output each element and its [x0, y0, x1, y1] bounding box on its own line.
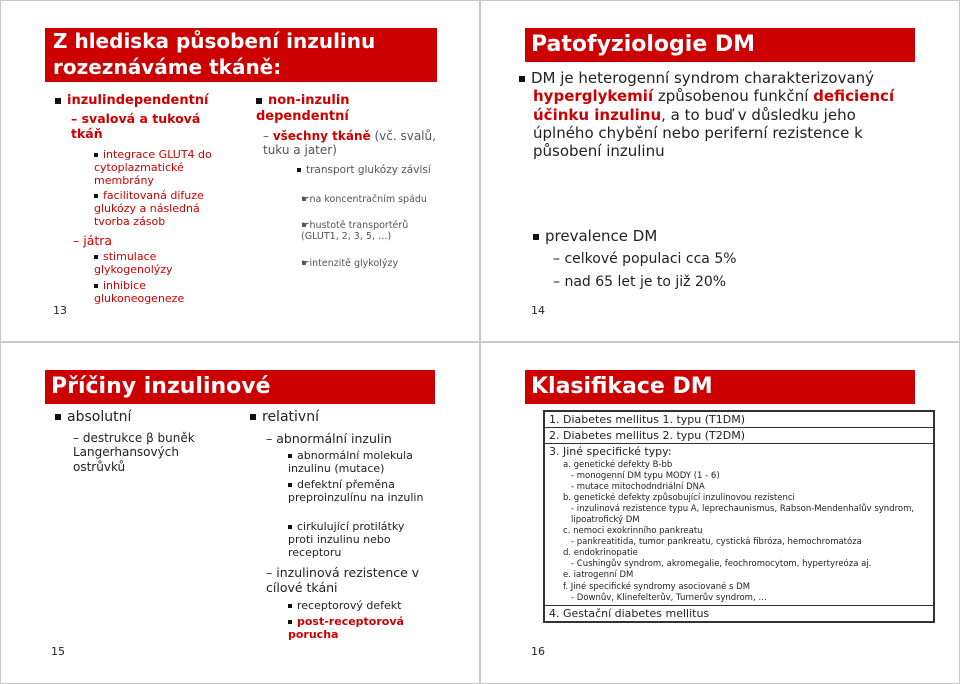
bullet-square-icon [288, 604, 292, 608]
absolute-item: – destrukce β buněk Langerhansových ostrůvků [73, 431, 195, 474]
left-subheading: – játra [73, 233, 113, 248]
left-bullet: stimulace glykogenolýzy [94, 250, 173, 277]
right-arrow-item: ☛na koncentračním spádu [301, 194, 427, 205]
right-bullet: transport glukózy závisí [297, 164, 437, 177]
relative-bullet: receptorový defekt [288, 599, 402, 612]
relative-heading: relativní [250, 409, 319, 426]
list-item: b. genetické defekty způsobující inzulinovou rezistenci [563, 493, 795, 504]
classification-table [543, 410, 935, 623]
pointing-hand-icon: ☛ [301, 194, 310, 205]
table-row [544, 428, 934, 444]
bullet-square-icon [94, 255, 98, 259]
bullet-square-icon [256, 98, 262, 104]
bullet-square-icon [519, 76, 525, 82]
relative-subheading: – inzulinová rezistence v cílové tkáni [266, 565, 420, 595]
bullet-square-icon [288, 525, 292, 529]
table-cell: 3. Jiné specifické typy: a. genetické defekty B-bb - monogenní DM typu MODY (1 - 6) - mutace mitochodndriální DNA b. genetické defekty způsobující inzulinovou rezistenci - inzulinová rezistence typu A, leprechaunismus, Rabson-Mendenhalův syndrom, lipoatrofický DM c. nemoci exokrinního pankreatu - pankreatitida, tumor pankreatu, cystická fibróza, hemochromatóza d. endokrinopatie - Cushingův syndrom, akromegalie, feochromocytom, hypertyreóza aj. e. iatrogenní DM f. Jiné specifické syndromy asociované s DM - Downův, Klinefelterův, Turnerův syndrom, … [544, 444, 934, 606]
table-row [544, 444, 934, 606]
relative-bullet: abnormální molekula inzulinu (mutace) [288, 449, 413, 476]
slide-16 [480, 342, 960, 684]
slide-title: Patofyziologie DM [525, 28, 915, 62]
prevalence-item: – celkové populaci cca 5% [553, 251, 737, 267]
list-item: - pankreatitida, tumor pankreatu, cystická fibróza, hemochromatóza [571, 537, 862, 548]
pointing-hand-icon: ☛ [301, 258, 310, 269]
relative-subheading: – abnormální inzulin [266, 431, 392, 446]
slide-14 [480, 0, 960, 342]
list-item: - inzulinová rezistence typu A, leprechaunismus, Rabson-Mendenhalův syndrom, lipoatrofický DM [571, 504, 915, 526]
left-bullet: inhibice glukoneogeneze [94, 279, 185, 306]
bullet-square-icon [55, 414, 61, 420]
bullet-square-icon [94, 194, 98, 198]
bullet-square-icon [94, 284, 98, 288]
table-row [544, 411, 934, 428]
right-heading: non-inzulin dependentní [256, 93, 350, 124]
list-item: - mutace mitochodndriální DNA [571, 482, 705, 493]
prevalence-item: – nad 65 let je to již 20% [553, 274, 727, 290]
left-bullet: integrace GLUT4 do cytoplazmatické membrány [94, 148, 212, 188]
pointing-hand-icon: ☛ [301, 220, 310, 231]
left-bullet: facilitovaná difuze glukózy a následná tvorba zásob [94, 189, 204, 229]
list-item: - Downův, Klinefelterův, Turnerův syndrom, … [571, 592, 767, 603]
list-item: - Cushingův syndrom, akromegalie, feochromocytom, hypertyreóza aj. [571, 559, 872, 570]
bullet-square-icon [288, 454, 292, 458]
slide-15 [0, 342, 480, 684]
right-subheading: – všechny tkáně (vč. svalů, tuku a jater) [263, 129, 436, 158]
table-cell: 2. Diabetes mellitus 2. typu (T2DM) [544, 428, 934, 444]
bullet-square-icon [288, 620, 292, 624]
definition-paragraph: DM je heterogenní syndrom charakterizovaný hyperglykemií způsobenou funkční deficiencí účinku inzulinu, a to buď v důsledku jeho úplného chybění nebo periferní rezistence k působení inzulinu [533, 69, 913, 160]
list-item: - monogenní DM typu MODY (1 - 6) [571, 471, 720, 482]
list-item: e. iatrogenní DM [563, 570, 634, 581]
relative-bullet: defektní přeměna preproinzulínu na inzulin [288, 478, 424, 505]
prevalence-heading: prevalence DM [533, 227, 657, 245]
page-number: 14 [531, 304, 545, 317]
page-number: 15 [51, 645, 65, 658]
page-number: 13 [53, 304, 67, 317]
bullet-square-icon [55, 98, 61, 104]
slide-title: Klasifikace DM [525, 370, 915, 404]
left-heading: inzulindependentní [55, 93, 209, 109]
slide-13 [0, 0, 480, 342]
list-item: c. nemoci exokrinního pankreatu [563, 526, 703, 537]
relative-bullet-highlight: post-receptorová porucha [288, 615, 404, 642]
page-number: 16 [531, 645, 545, 658]
table-cell: 1. Diabetes mellitus 1. typu (T1DM) [544, 411, 934, 428]
subtype-list [549, 460, 929, 604]
bullet-square-icon [533, 234, 539, 240]
list-item: d. endokrinopatie [563, 548, 638, 559]
list-item: f. Jiné specifické syndromy asociované s DM [563, 581, 751, 592]
table-cell: 4. Gestační diabetes mellitus [544, 605, 934, 622]
left-subheading: – svalová a tuková tkáň [71, 111, 201, 141]
absolute-heading: absolutní [55, 409, 131, 426]
bullet-square-icon [250, 414, 256, 420]
bullet-square-icon [297, 168, 301, 172]
slide-title: Příčiny inzulinové [45, 370, 435, 404]
relative-bullet: cirkulující protilátky proti inzulinu nebo receptoru [288, 520, 405, 560]
slide-title: Z hlediska působení inzulinu rozeznáváme tkáně: [45, 28, 437, 82]
right-arrow-item: ☛hustotě transportérů (GLUT1, 2, 3, 5, …) [301, 220, 409, 243]
right-arrow-item: ☛intenzitě glykolýzy [301, 258, 399, 269]
list-item: a. genetické defekty B-bb [563, 460, 673, 470]
bullet-square-icon [288, 483, 292, 487]
table-row [544, 605, 934, 622]
bullet-square-icon [94, 153, 98, 157]
